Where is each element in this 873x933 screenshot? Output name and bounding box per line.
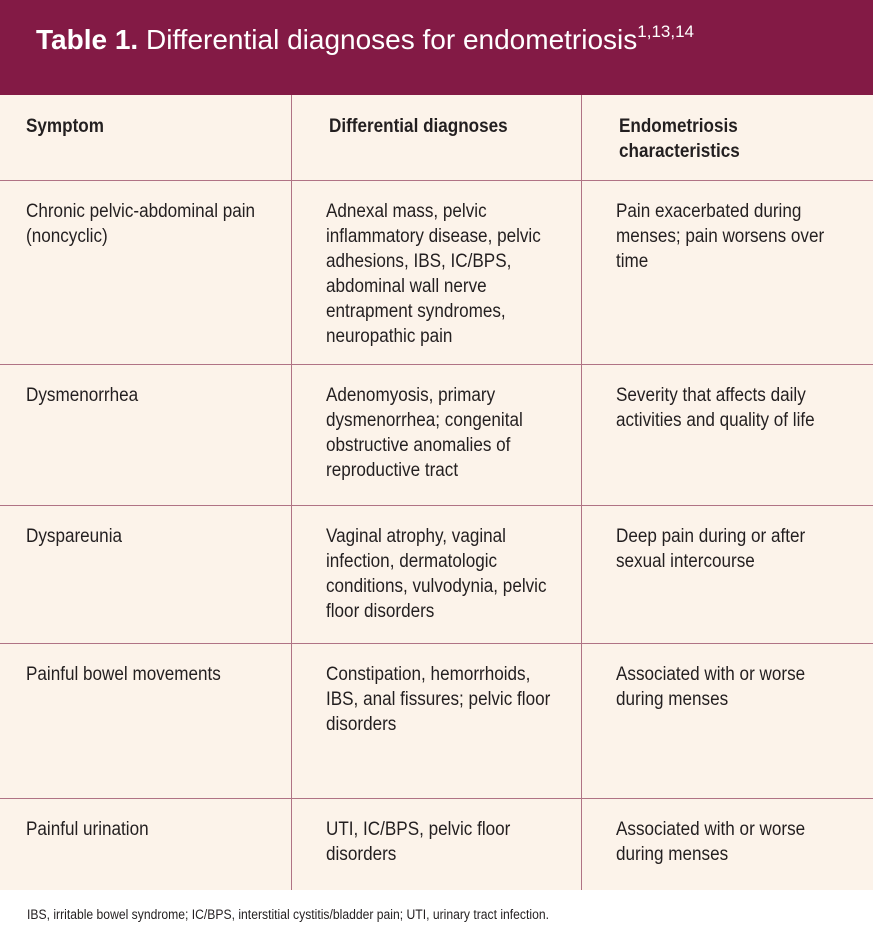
column-divider (581, 95, 582, 890)
characteristics-cell: Deep pain during or after sexual intercourse (616, 526, 806, 572)
characteristics-cell: Associated with or worse during menses (616, 664, 806, 710)
symptom-cell: Dyspareunia (26, 526, 123, 547)
table-title-text: Differential diagnoses for endometriosis (145, 24, 638, 55)
symptom-cell: Painful bowel movements (26, 664, 221, 685)
diagnosis-table (0, 95, 873, 890)
table-title-references: 1,13,14 (637, 22, 695, 41)
table-row (0, 181, 873, 365)
differential-cell: Adenomyosis, primary dysmenorrhea; congenital obstructive anomalies of reproductive tract (326, 385, 523, 481)
differential-cell: UTI, IC/BPS, pelvic floor disorders (326, 819, 511, 865)
table-header-row (0, 95, 873, 181)
table-row (0, 506, 873, 644)
symptom-cell: Chronic pelvic-abdominal pain (noncyclic) (26, 201, 256, 247)
symptom-cell: Dysmenorrhea (26, 385, 139, 406)
table-row (0, 365, 873, 506)
differential-cell: Constipation, hemorrhoids, IBS, anal fissures; pelvic floor disorders (326, 664, 551, 735)
table-title (36, 22, 694, 56)
table-row (0, 799, 873, 890)
characteristics-cell: Associated with or worse during menses (616, 819, 806, 865)
column-header-characteristics: Endometriosis characteristics (619, 116, 740, 162)
symptom-cell: Painful urination (26, 819, 149, 840)
table-row (0, 644, 873, 799)
column-header-symptom: Symptom (26, 116, 104, 137)
characteristics-cell: Pain exacerbated during menses; pain worsens over time (616, 201, 825, 272)
differential-cell: Adnexal mass, pelvic inflammatory disease, pelvic adhesions, IBS, IC/BPS, abdominal wall nerve entrapment syndromes, neuropathic pain (326, 201, 541, 347)
column-divider (291, 95, 292, 890)
table-number: Table 1. (36, 24, 139, 55)
table-footnote: IBS, irritable bowel syndrome; IC/BPS, interstitial cystitis/bladder pain; UTI, urinary tract infection. (27, 907, 549, 922)
characteristics-cell: Severity that affects daily activities and quality of life (616, 385, 815, 431)
differential-cell: Vaginal atrophy, vaginal infection, dermatologic conditions, vulvodynia, pelvic floor disorders (326, 526, 547, 622)
table-title-bar (0, 0, 873, 95)
column-header-differential: Differential diagnoses (329, 116, 508, 137)
